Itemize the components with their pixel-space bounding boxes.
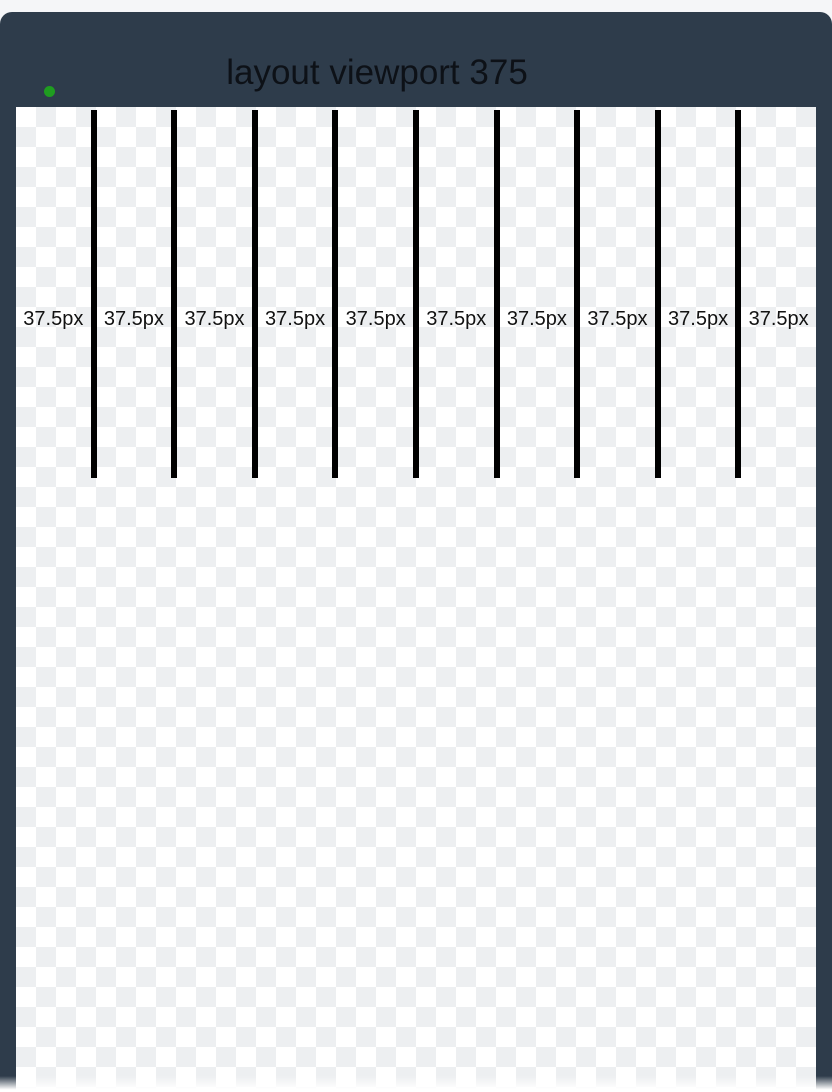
column-label: 37.5px	[426, 308, 487, 330]
column	[500, 110, 575, 478]
page-title: layout viewport 375	[226, 53, 528, 92]
green-indicator-dot-icon	[44, 86, 55, 97]
column-label: 37.5px	[345, 308, 406, 330]
column-grid	[16, 110, 816, 478]
column-label: 37.5px	[587, 308, 648, 330]
column-label: 37.5px	[265, 308, 326, 330]
column-label: 37.5px	[506, 308, 567, 330]
column	[338, 110, 413, 478]
column	[661, 110, 736, 478]
column	[177, 110, 252, 478]
column-label: 37.5px	[23, 308, 84, 330]
column	[258, 110, 333, 478]
column-label: 37.5px	[103, 308, 164, 330]
column	[419, 110, 494, 478]
device-frame	[0, 12, 832, 1092]
column-label: 37.5px	[184, 308, 245, 330]
viewport-content	[16, 107, 816, 1092]
column	[16, 110, 91, 478]
column-label: 37.5px	[748, 308, 809, 330]
column	[97, 110, 172, 478]
column-label: 37.5px	[668, 308, 729, 330]
column	[741, 110, 816, 478]
viewport-header	[0, 12, 832, 107]
column	[580, 110, 655, 478]
